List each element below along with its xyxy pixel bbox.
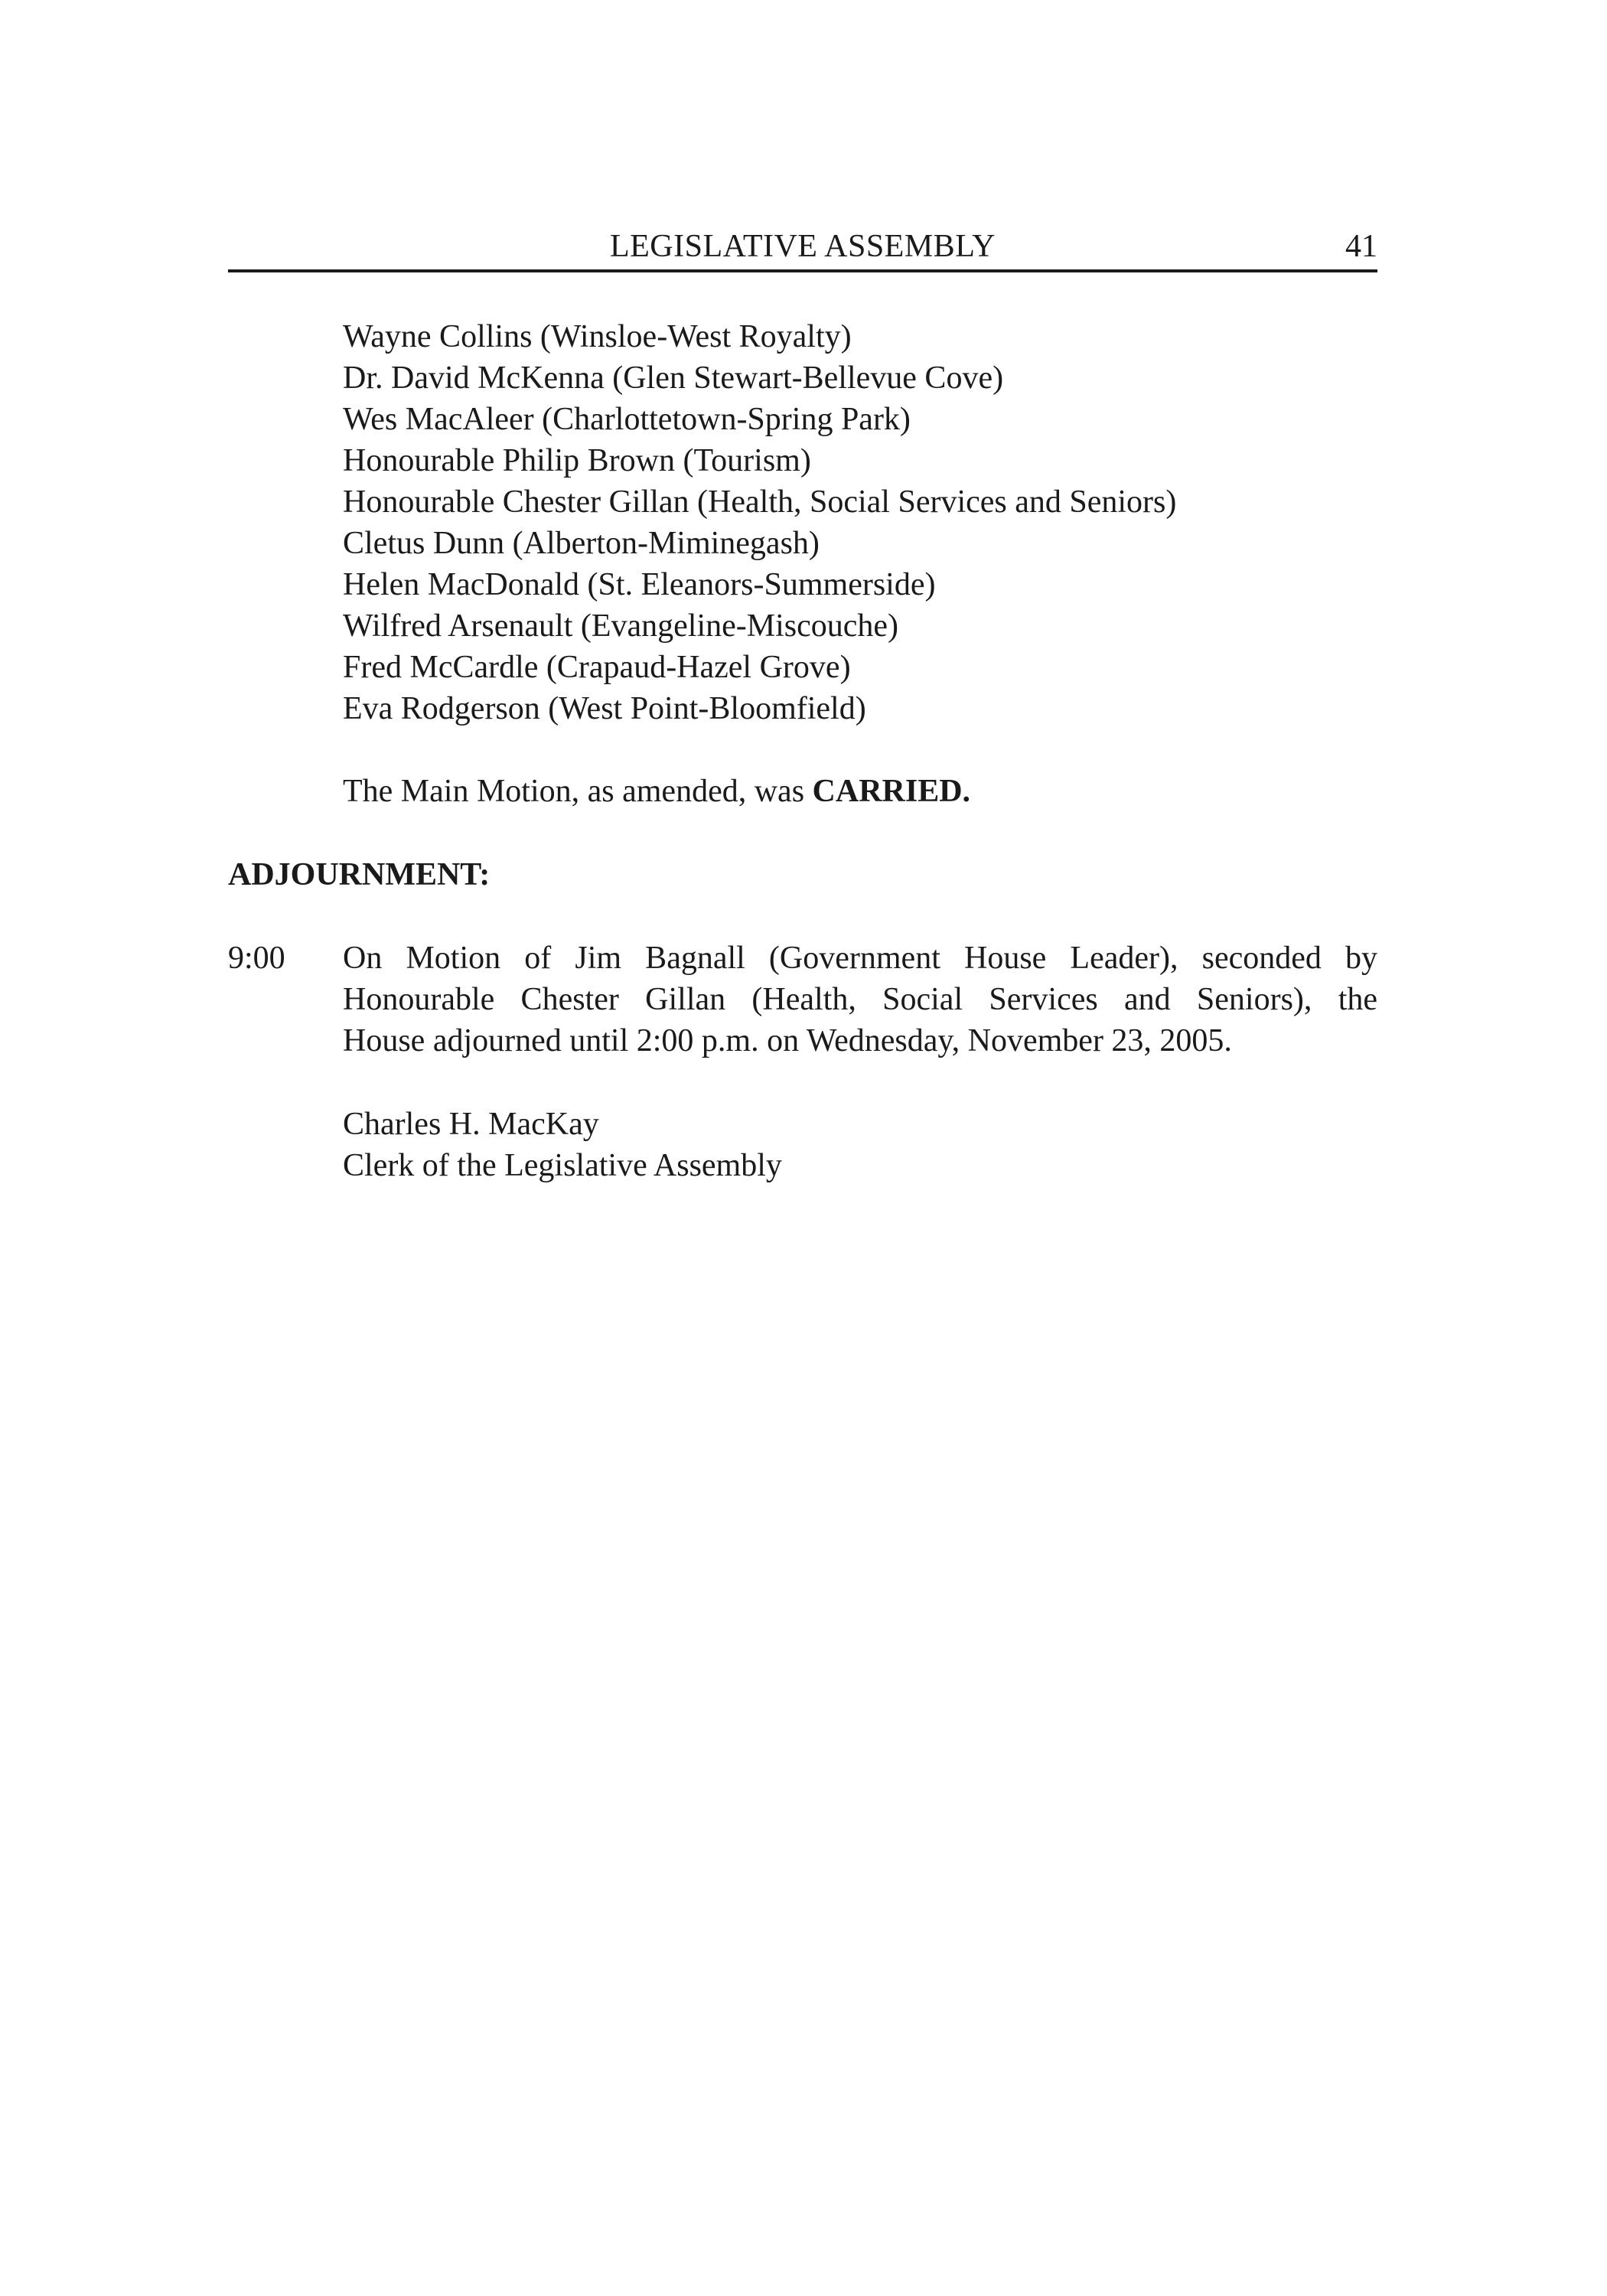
member-item: Honourable Philip Brown (Tourism) xyxy=(343,443,811,478)
adjournment-time: 9:00 xyxy=(228,941,285,976)
member-item: Wes MacAleer (Charlottetown-Spring Park) xyxy=(343,402,911,437)
member-item: Dr. David McKenna (Glen Stewart-Bellevue Cove) xyxy=(343,360,1004,396)
member-item: Wayne Collins (Winsloe-West Royalty) xyxy=(343,319,852,354)
member-item: Cletus Dunn (Alberton-Miminegash) xyxy=(343,526,820,561)
motion-result-emphasis: CARRIED. xyxy=(812,774,971,809)
member-item: Fred McCardle (Crapaud-Hazel Grove) xyxy=(343,650,851,685)
header-title: LEGISLATIVE ASSEMBLY xyxy=(610,229,996,264)
motion-result-text: The Main Motion, as amended, was xyxy=(343,774,813,809)
adjournment-line: Honourable Chester Gillan (Health, Social Services and Seniors), the xyxy=(343,982,1377,1017)
member-list xyxy=(343,316,1377,729)
adjournment-line: House adjourned until 2:00 p.m. on Wednesday, November 23, 2005. xyxy=(343,1023,1232,1058)
adjournment-text xyxy=(343,938,1377,1062)
member-item: Wilfred Arsenault (Evangeline-Miscouche) xyxy=(343,608,899,644)
signature-name: Charles H. MacKay xyxy=(343,1107,599,1142)
motion-result xyxy=(343,771,970,812)
page-header xyxy=(228,227,1377,272)
member-item: Honourable Chester Gillan (Health, Social Services and Seniors) xyxy=(343,484,1177,520)
member-item: Helen MacDonald (St. Eleanors-Summerside) xyxy=(343,567,936,602)
signature-block xyxy=(343,1104,782,1186)
signature-title: Clerk of the Legislative Assembly xyxy=(343,1148,782,1183)
member-item: Eva Rodgerson (West Point-Bloomfield) xyxy=(343,691,866,726)
adjournment-line: On Motion of Jim Bagnall (Government House Leader), seconded by xyxy=(343,941,1377,976)
adjournment-heading: ADJOURNMENT: xyxy=(228,857,491,892)
page-number: 41 xyxy=(1345,229,1377,264)
